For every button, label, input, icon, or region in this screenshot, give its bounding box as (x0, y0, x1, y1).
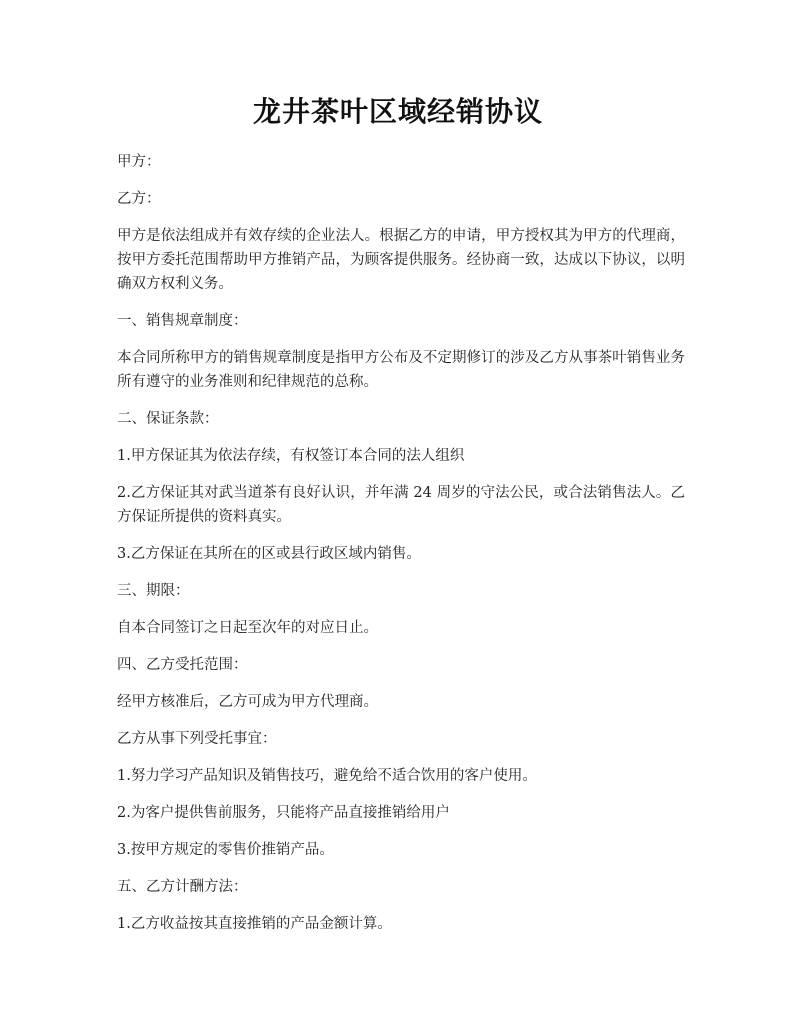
document-body (117, 150, 685, 949)
section-4-item-3: 3.按甲方规定的零售价推销产品。 (117, 842, 334, 858)
section-2-item-3: 3.乙方保证在其所在的区或县行政区域内销售。 (117, 546, 421, 562)
section-2-item-2: 2.乙方保证其对武当道茶有良好认识，并年满 24 周岁的守法公民，或合法销售法人。乙方保证所提供的资料真实。 (117, 485, 685, 525)
section-heading-4: 四、乙方受托范围： (117, 657, 248, 673)
section-5-item-1: 1.乙方收益按其直接推销的产品金额计算。 (117, 916, 392, 932)
section-4-item-1: 1.努力学习产品知识及销售技巧，避免给不适合饮用的客户使用。 (117, 768, 537, 784)
section-4-text: 经甲方核准后，乙方可成为甲方代理商。 (117, 694, 378, 710)
section-4-subheading: 乙方从事下列受托事宜： (117, 731, 277, 747)
document-title: 龙井茶叶区域经销协议 (252, 95, 543, 128)
section-1-text: 本合同所称甲方的销售规章制度是指甲方公布及不定期修订的涉及乙方从事茶叶销售业务所有遵守的业务准则和纪律规范的总称。 (117, 350, 685, 390)
section-4-item-2: 2.为客户提供售前服务，只能将产品直接推销给用户 (117, 805, 450, 821)
section-2-item-1: 1.甲方保证其为依法存续，有权签订本合同的法人组织 (117, 448, 465, 464)
section-heading-2: 二、保证条款： (117, 411, 219, 427)
section-heading-3: 三、期限： (117, 583, 190, 599)
section-3-text: 自本合同签订之日起至次年的对应日止。 (117, 620, 378, 636)
preamble-paragraph: 甲方是依法组成并有效存续的企业法人。根据乙方的申请，甲方授权其为甲方的代理商，按甲方委托范围帮助甲方推销产品，为顾客提供服务。经协商一致，达成以下协议，以明确双方权利义务。 (117, 228, 685, 292)
section-heading-5: 五、乙方计酬方法： (117, 879, 248, 895)
party-b-line: 乙方： (117, 191, 161, 207)
section-heading-1: 一、销售规章制度： (117, 313, 248, 329)
party-a-line: 甲方： (117, 154, 161, 170)
